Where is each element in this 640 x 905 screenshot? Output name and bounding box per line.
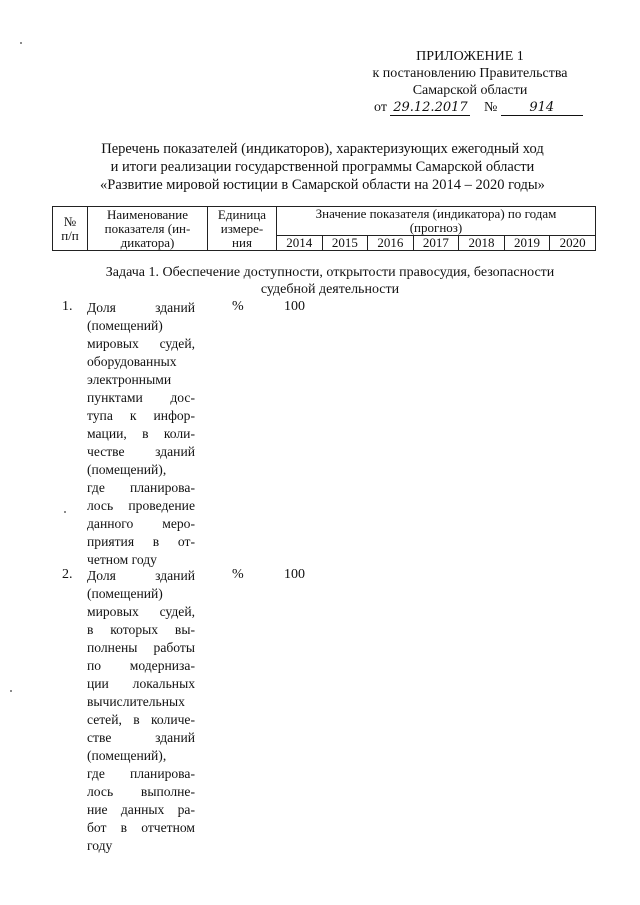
indicator-name-line: приятия в от- [87, 534, 195, 549]
handwritten-number: 914 [501, 100, 583, 116]
header-unit-line2: измере- [220, 220, 264, 236]
header-forecast: (прогноз) [277, 221, 596, 236]
row1-value-2014: 100 [284, 299, 305, 314]
handwritten-date: 29.12.2017 [390, 100, 470, 116]
task-line1: Задача 1. Обеспечение доступности, открытости правосудия, безопасности [105, 265, 555, 280]
document-title-line2: и итоги реализации государственной программы Самарской области [110, 159, 535, 175]
header-num-line1: № [63, 213, 77, 229]
indicator-name-line: где планирова- [87, 766, 195, 781]
scan-speck [64, 511, 66, 513]
indicator-name-line: мации, в коли- [87, 426, 195, 441]
header-col-unit [208, 207, 277, 251]
appendix-line2: к постановлению Правительства [372, 66, 568, 81]
header-name-line1: Наименование [107, 206, 188, 222]
header-unit-line3: ния [232, 234, 252, 250]
indicator-name-line: пунктами дос- [87, 390, 195, 405]
row2-number: 2. [62, 567, 73, 582]
indicator-name-line: в которых вы- [87, 622, 195, 637]
indicator-name-line: четном году [87, 552, 157, 567]
indicator-name-line: тупа к инфор- [87, 408, 195, 423]
appendix-title: ПРИЛОЖЕНИЕ 1 [416, 49, 524, 64]
indicator-name-line: полнены работы [87, 640, 195, 655]
year-2016: 2016 [368, 236, 414, 251]
indicator-name-line: мировых судей, [87, 604, 195, 619]
header-col-num [53, 207, 88, 251]
row2-unit: % [232, 567, 244, 582]
indicator-name-line: где планирова- [87, 480, 195, 495]
indicator-name-line: году [87, 838, 113, 853]
scan-speck [10, 690, 12, 692]
row1-unit: % [232, 299, 244, 314]
indicator-name-line: электронными [87, 372, 172, 387]
date-prefix: от [374, 100, 387, 115]
indicator-name-line: ние данных ра- [87, 802, 195, 817]
task-heading [60, 264, 600, 298]
row1-number: 1. [62, 299, 73, 314]
indicator-name-line: сетей, в количе- [87, 712, 195, 727]
document-title [40, 140, 605, 194]
indicator-name-line: вычислительных [87, 694, 185, 709]
indicator-table-header [52, 206, 596, 251]
year-2017: 2017 [413, 236, 459, 251]
indicator-name-line: (помещений) [87, 586, 163, 601]
indicator-name-line: честве зданий [87, 444, 195, 459]
year-2020: 2020 [550, 236, 596, 251]
indicator-name-line: (помещений) [87, 318, 163, 333]
year-2018: 2018 [459, 236, 505, 251]
indicator-name-line: лось выполне- [87, 784, 195, 799]
indicator-name-line: лось проведение [87, 498, 195, 513]
number-prefix: № [483, 100, 498, 115]
task-line2: судебной деятельности [260, 282, 400, 297]
appendix-line3: Самарской области [412, 83, 528, 98]
scan-speck [20, 42, 22, 44]
indicator-name-line: мировых судей, [87, 336, 195, 351]
header-unit-line1: Единица [217, 206, 267, 222]
appendix-date-line [374, 100, 583, 116]
row2-value-2014: 100 [284, 567, 305, 582]
header-name-line3: дикатора) [120, 234, 175, 250]
indicator-name-line: бот в отчетном [87, 820, 195, 835]
indicator-name-line: Доля зданий [87, 300, 195, 315]
indicator-name-line: (помещений), [87, 748, 167, 763]
header-col-values: Значение показателя (индикатора) по годам [277, 207, 596, 222]
year-2014: 2014 [277, 236, 323, 251]
document-title-line1: Перечень показателей (индикаторов), характеризующих ежегодный ход [101, 141, 544, 157]
indicator-name-line: стве зданий [87, 730, 195, 745]
indicator-name-line: ции локальных [87, 676, 195, 691]
header-num-line2: п/п [61, 227, 79, 243]
indicator-name-line: по модерниза- [87, 658, 195, 673]
year-2015: 2015 [322, 236, 368, 251]
indicator-name-line: (помещений), [87, 462, 167, 477]
indicator-name-line: Доля зданий [87, 568, 195, 583]
indicator-name-line: данного меро- [87, 516, 195, 531]
row1-indicator-name [87, 299, 195, 569]
document-title-line3: «Развитие мировой юстиции в Самарской области на 2014 – 2020 годы» [100, 177, 545, 193]
indicator-name-line: оборудованных [87, 354, 177, 369]
year-2019: 2019 [504, 236, 550, 251]
header-name-line2: показателя (ин- [104, 220, 191, 236]
row2-indicator-name [87, 567, 195, 855]
header-col-name [88, 207, 208, 251]
appendix-block [330, 48, 610, 99]
